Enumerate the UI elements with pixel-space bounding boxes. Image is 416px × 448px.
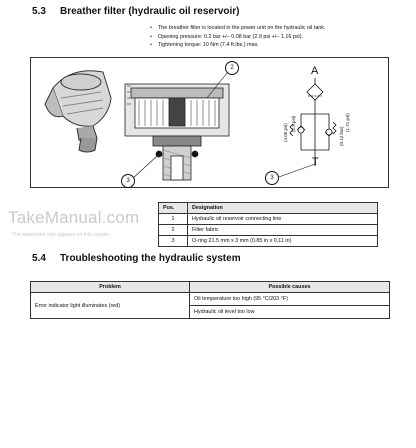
troubleshooting-table (30, 281, 390, 319)
cell-pos: 3 (159, 236, 188, 247)
cell-designation: Hydraulic oil reservoir connecting line (188, 214, 378, 225)
header-designation: Designation (188, 203, 378, 214)
header-pos: Pos. (159, 203, 188, 214)
specs-bullet-list (150, 24, 400, 50)
header-problem: Problem (31, 282, 190, 293)
hydraulic-schematic (290, 78, 336, 166)
section-number: 5.4 (32, 253, 46, 264)
schematic-label-a: A (311, 65, 319, 77)
rotated-value: (0.12 bar) (339, 126, 344, 146)
rotated-value: (2.9 psi) (291, 115, 296, 132)
cell-cause: Hydraulic oil level too low (190, 306, 390, 319)
rotated-value: (1.71 psi) (345, 113, 350, 132)
table-row (159, 236, 378, 247)
cell-designation: O-ring 21.5 mm x 3 mm (0.85 in x 0.11 in) (188, 236, 378, 247)
filter-cap-photo (45, 71, 111, 152)
schematic-label-t: T (312, 156, 319, 168)
bullet-item: • The breather filter is located in the power unit on the hydraulic oil tank. (150, 24, 400, 33)
callout-3-right: 3 (265, 171, 279, 185)
section-title: Troubleshooting the hydraulic system (60, 253, 241, 264)
breather-filter-figure (30, 57, 389, 188)
header-causes: Possible causes (190, 282, 390, 293)
callout-3-left: 3 (121, 174, 135, 188)
watermark-note: The watermark only appears on this sample (12, 232, 109, 238)
bullet-item: • Opening pressure: 0.2 bar +/– 0.08 bar (2.9 psi +/– 1.16 psi). (150, 33, 400, 42)
table-row (159, 225, 378, 236)
filter-drawing (31, 58, 390, 189)
callout-2: 2 (225, 61, 239, 75)
table-row (159, 214, 378, 225)
cell-cause: Oil temperature too high (95 °C/203 °F) (190, 293, 390, 306)
cell-problem: Error indicator light illuminates (red) (31, 293, 190, 319)
section-number: 5.3 (32, 6, 46, 17)
cell-pos: 2 (159, 225, 188, 236)
bullet-item: • Tightening torque: 10 Nm (7.4 ft.lbs.) max. (150, 41, 400, 50)
cell-designation: Filter fabric (188, 225, 378, 236)
rotated-value: (4.06 psi) (283, 123, 288, 142)
section-title: Breather filter (hydraulic oil reservoir) (60, 6, 240, 17)
cell-pos: 1 (159, 214, 188, 225)
table-row (31, 293, 390, 306)
watermark-brand: TakeManual.com (8, 208, 140, 227)
positions-table (158, 202, 378, 247)
filter-cross-section (125, 84, 229, 180)
